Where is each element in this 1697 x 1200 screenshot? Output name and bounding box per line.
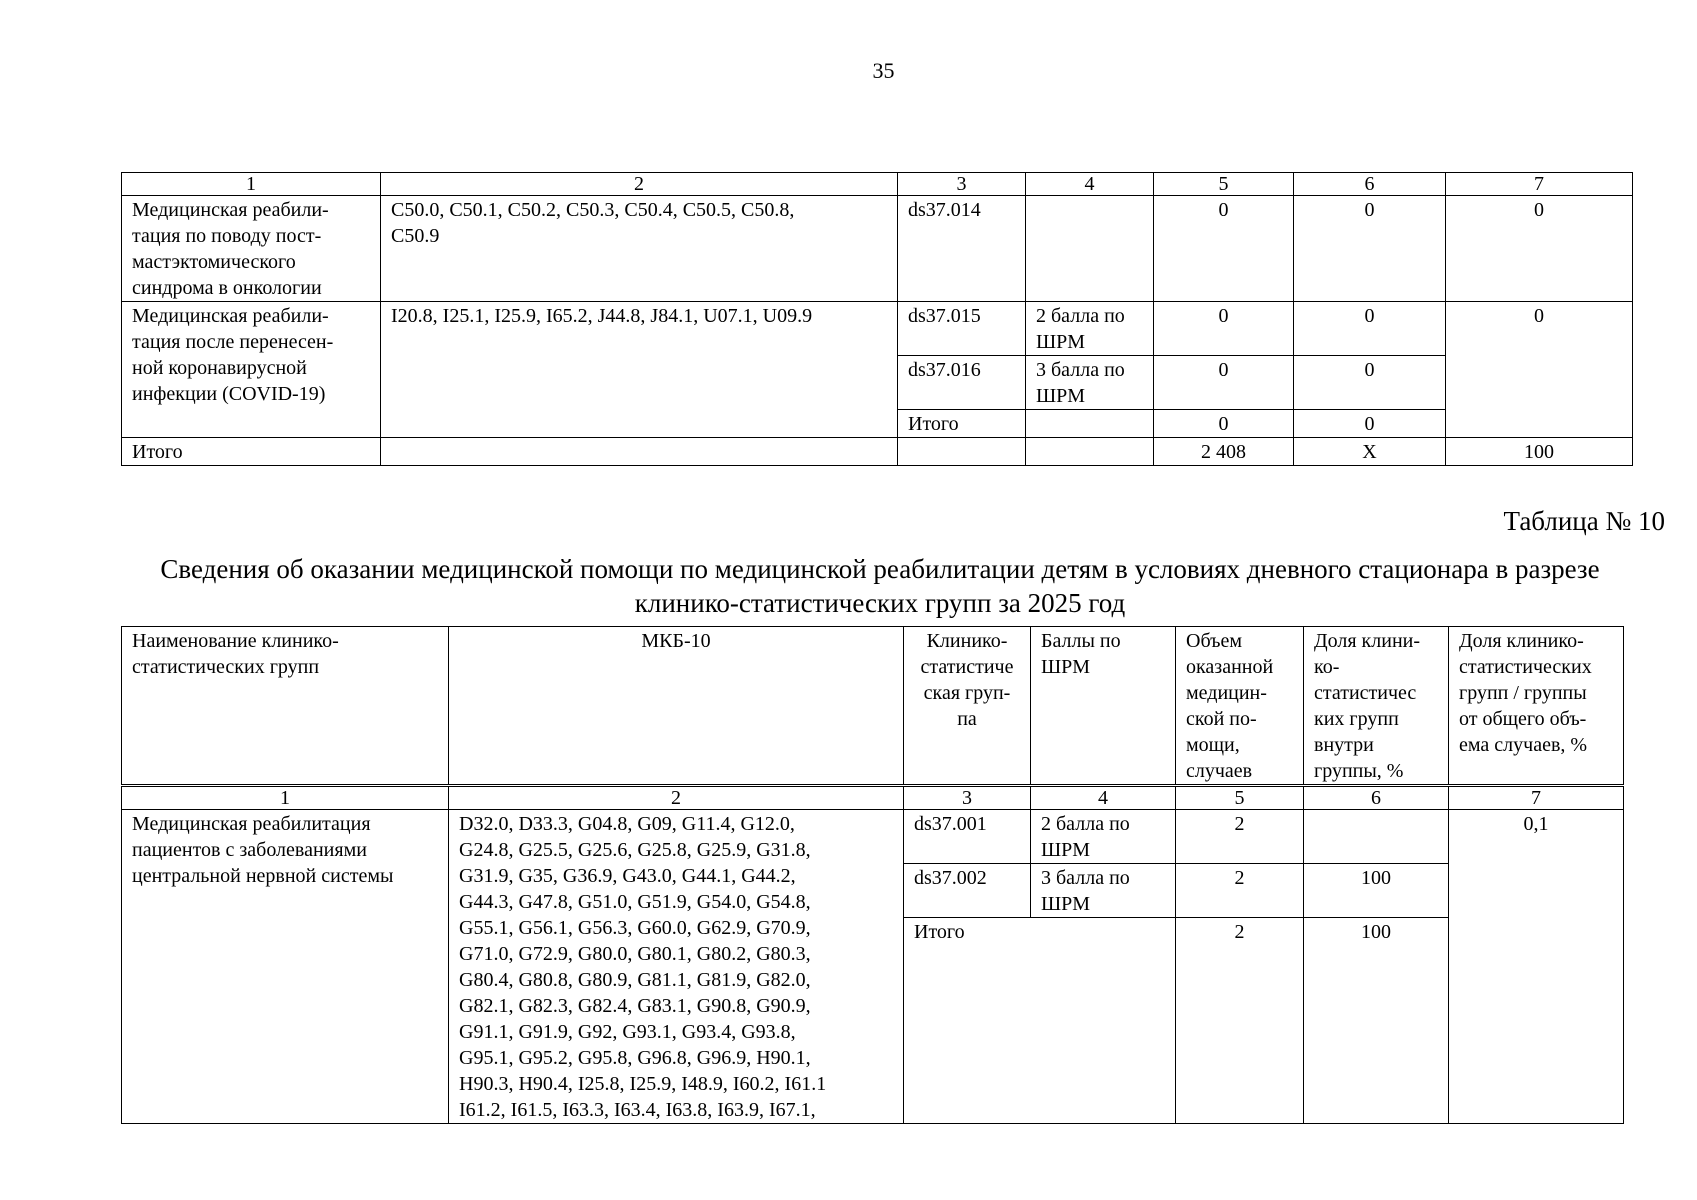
ksg-code: ds37.001 xyxy=(904,810,1031,864)
header-name: Наименование клинико- статистических групп xyxy=(122,627,449,785)
total-label: Итого xyxy=(122,438,381,466)
shrm-score: 2 балла по ШРМ xyxy=(1026,302,1154,356)
table-caption: Таблица № 10 xyxy=(1503,506,1665,536)
shrm-score: 3 балла по ШРМ xyxy=(1026,356,1154,410)
table-row xyxy=(122,810,1624,864)
share-group-value: 0 xyxy=(1294,196,1446,302)
ksg-code: ds37.014 xyxy=(898,196,1026,302)
col-number-2: 2 xyxy=(449,787,904,810)
subtotal-share: 100 xyxy=(1304,918,1449,1124)
subtotal-label: Итого xyxy=(904,918,1176,1124)
page-number: 35 xyxy=(872,58,895,83)
shrm-score: 3 балла по ШРМ xyxy=(1031,864,1176,918)
group-name: Медицинская реабили- тация после перенесен- ной коронавирусной инфекции (COVID-19) xyxy=(122,302,381,438)
subtotal-volume: 2 xyxy=(1176,918,1304,1124)
col-number-6: 6 xyxy=(1294,173,1446,196)
table-title: Сведения об оказании медицинской помощи по медицинской реабилитации детям в условиях дневного стационара в разрезе клинико-статистических групп за 2025 год xyxy=(160,554,1600,618)
col-number-4: 4 xyxy=(1031,787,1176,810)
header-row xyxy=(122,627,1624,785)
share-total-value: 0 xyxy=(1446,196,1633,302)
table-number-row xyxy=(122,173,1633,196)
share-group-value: 100 xyxy=(1304,864,1449,918)
volume-value: 2 xyxy=(1176,810,1304,864)
ksg-code: ds37.015 xyxy=(898,302,1026,356)
shrm-score xyxy=(1026,196,1154,302)
total-volume: 2 408 xyxy=(1154,438,1294,466)
col-number-7: 7 xyxy=(1446,173,1633,196)
col-number-3: 3 xyxy=(898,173,1026,196)
subtotal-label: Итого xyxy=(898,410,1026,438)
ksg-code: ds37.002 xyxy=(904,864,1031,918)
volume-value: 0 xyxy=(1154,302,1294,356)
share-group-value: 0 xyxy=(1294,356,1446,410)
share-group-value: 0 xyxy=(1294,302,1446,356)
col-number-5: 5 xyxy=(1154,173,1294,196)
table-row xyxy=(122,302,1633,356)
col-number-4: 4 xyxy=(1026,173,1154,196)
ksg-code: ds37.016 xyxy=(898,356,1026,410)
header-mkb: МКБ-10 xyxy=(449,627,904,785)
col-number-6: 6 xyxy=(1304,787,1449,810)
header-shrm: Баллы по ШРМ xyxy=(1031,627,1176,785)
col-number-3: 3 xyxy=(904,787,1031,810)
empty-cell xyxy=(1026,438,1154,466)
mkb-codes: D32.0, D33.3, G04.8, G09, G11.4, G12.0, G24.8, G25.5, G25.6, G25.8, G25.9, G31.8, G31.9, G35, G36.9, G43.0, G44.1, G44.2, G44.3, G47.8, G51.0, G51.9, G54.0, G54.8, G55.1, G56.1, G56.3, G60.0, G62.9, G70.9, G71.0, G72.9, G80.0, G80.1, G80.2, G80.3, G80.4, G80.8, G80.9, G81.1, G81.9, G82.0, G82.1, G82.3, G82.4, G83.1, G90.8, G90.9, G91.1, G91.9, G92, G93.1, G93.4, G93.8, G95.1, G95.2, G95.8, G96.8, G96.9, H90.1, H90.3, H90.4, I25.8, I25.9, I48.9, I60.2, I61.1 I61.2, I61.5, I63.3, I63.4, I63.8, I63.9, I67.1, xyxy=(449,810,904,1124)
subtotal-share: 0 xyxy=(1294,410,1446,438)
share-total-value: 0 xyxy=(1446,302,1633,438)
share-group-value xyxy=(1304,810,1449,864)
volume-value: 0 xyxy=(1154,356,1294,410)
subtotal-volume: 0 xyxy=(1154,410,1294,438)
volume-value: 0 xyxy=(1154,196,1294,302)
header-volume: Объем оказанной медицин- ской по- мощи, случаев xyxy=(1176,627,1304,785)
header-ksg: Клинико- статистиче ская груп- па xyxy=(904,627,1031,785)
mkb-codes: C50.0, C50.1, C50.2, C50.3, C50.4, C50.5, C50.8, C50.9 xyxy=(381,196,898,302)
table-number-row xyxy=(122,787,1624,810)
col-number-1: 1 xyxy=(122,173,381,196)
empty-cell xyxy=(381,438,898,466)
col-number-7: 7 xyxy=(1449,787,1624,810)
table-continuation xyxy=(121,172,1633,466)
empty-cell xyxy=(898,438,1026,466)
table-header xyxy=(121,626,1624,785)
group-name: Медицинская реабили- тация по поводу пост- мастэктомического синдрома в онкологии xyxy=(122,196,381,302)
group-name: Медицинская реабилитация пациентов с заболеваниями центральной нервной системы xyxy=(122,810,449,1124)
table-body xyxy=(121,786,1624,1124)
mkb-codes: I20.8, I25.1, I25.9, I65.2, J44.8, J84.1, U07.1, U09.9 xyxy=(381,302,898,438)
header-share-group: Доля клини- ко- статистичес ких групп внутри группы, % xyxy=(1304,627,1449,785)
total-share-group: Х xyxy=(1294,438,1446,466)
shrm-score: 2 балла по ШРМ xyxy=(1031,810,1176,864)
header-share-total: Доля клинико- статистических групп / группы от общего объ- ема случаев, % xyxy=(1449,627,1624,785)
empty-cell xyxy=(1026,410,1154,438)
total-share: 100 xyxy=(1446,438,1633,466)
col-number-1: 1 xyxy=(122,787,449,810)
col-number-2: 2 xyxy=(381,173,898,196)
col-number-5: 5 xyxy=(1176,787,1304,810)
table-row xyxy=(122,196,1633,302)
share-total-value: 0,1 xyxy=(1449,810,1624,1124)
volume-value: 2 xyxy=(1176,864,1304,918)
total-row xyxy=(122,438,1633,466)
